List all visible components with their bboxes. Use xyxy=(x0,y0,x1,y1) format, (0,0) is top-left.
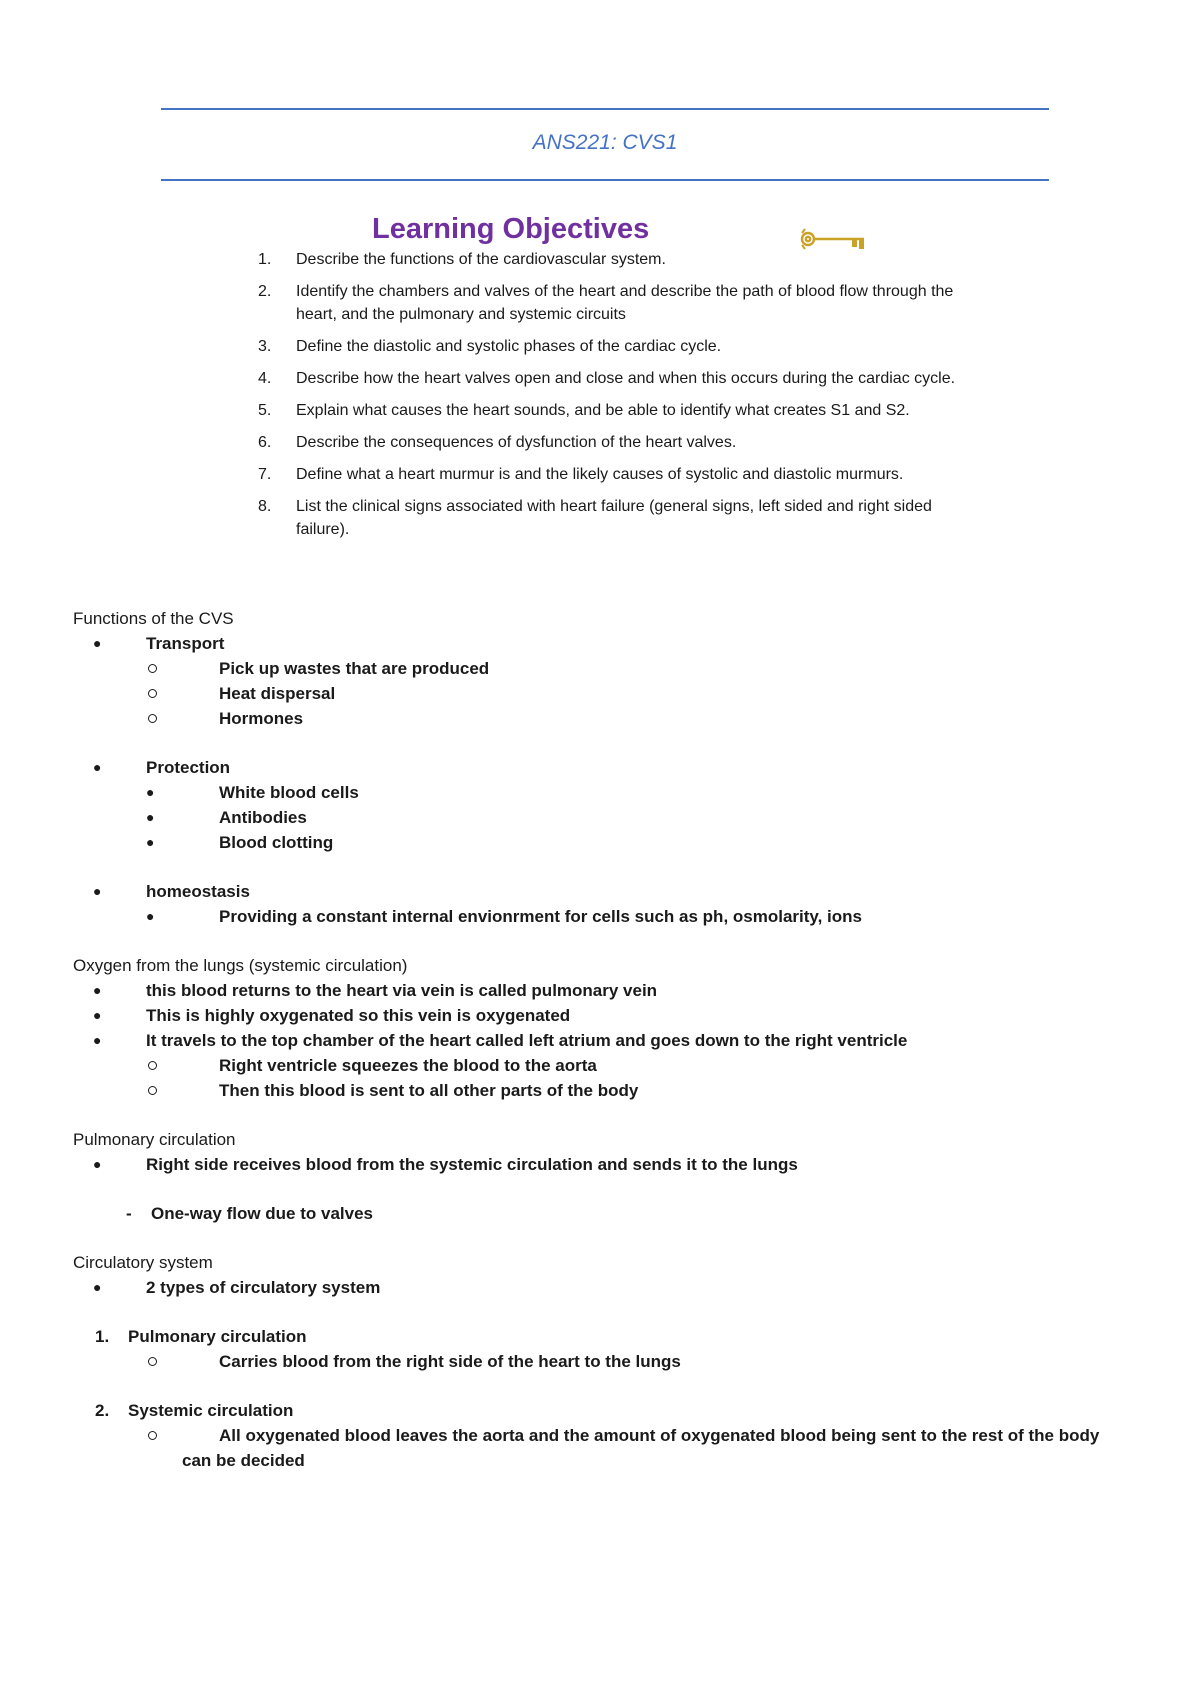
objective-item: 5. Explain what causes the heart sounds, and be able to identify what creates S1 and S2. xyxy=(258,402,910,419)
numbered-item: 1. Pulmonary circulation xyxy=(95,1327,307,1346)
bullet-item: ● This is highly oxygenated so this vein is oxygenated xyxy=(73,1003,1173,1028)
circle-bullet-icon xyxy=(148,1061,157,1070)
section-heading-pulmonary: Pulmonary circulation xyxy=(73,1130,236,1149)
bullet-item: ● Right side receives blood from the systemic circulation and sends it to the lungs xyxy=(73,1152,1173,1177)
circle-bullet-icon xyxy=(148,1431,157,1440)
bullet-icon: ● xyxy=(93,1279,102,1295)
objectives-list xyxy=(254,248,974,550)
learning-objectives-title: Learning Objectives xyxy=(372,213,650,245)
sub-bullet: Carries blood from the right side of the heart to the lungs xyxy=(73,1349,1173,1374)
objective-item: 8. List the clinical signs associated with heart failure (general signs, left sided and right sided failure). xyxy=(258,498,932,538)
dash-item: - One-way flow due to valves xyxy=(73,1201,1173,1226)
header-title: ANS221: CVS1 xyxy=(532,131,678,154)
section-heading-circulatory: Circulatory system xyxy=(73,1253,213,1272)
bullet-homeostasis: ● homeostasis xyxy=(73,879,1173,904)
circle-bullet-icon xyxy=(148,664,157,673)
sub-bullet: Then this blood is sent to all other parts of the body xyxy=(73,1078,1173,1103)
sub-bullet-continuation: can be decided xyxy=(182,1451,305,1470)
notes-body xyxy=(73,606,1173,1473)
bullet-item: ● It travels to the top chamber of the heart called left atrium and goes down to the right ventricle xyxy=(73,1028,1173,1053)
objective-item: 7. Define what a heart murmur is and the likely causes of systolic and diastolic murmurs. xyxy=(258,466,904,483)
bullet-transport: ● Transport xyxy=(73,631,1173,656)
bullet-icon: ● xyxy=(93,1007,102,1023)
bullet-icon: ● xyxy=(93,883,102,899)
sub-bullet: ● Blood clotting xyxy=(73,830,1173,855)
bullet-icon: ● xyxy=(146,784,155,800)
bullet-item: ● this blood returns to the heart via vein is called pulmonary vein xyxy=(73,978,1173,1003)
bullet-icon: ● xyxy=(93,1032,102,1048)
bullet-icon: ● xyxy=(93,982,102,998)
section-heading-functions: Functions of the CVS xyxy=(73,609,234,628)
bullet-icon: ● xyxy=(93,759,102,775)
bullet-icon: ● xyxy=(146,908,155,924)
sub-bullet: ● Antibodies xyxy=(73,805,1173,830)
sub-bullet: All oxygenated blood leaves the aorta and the amount of oxygenated blood being sent to the rest of the body xyxy=(73,1423,1173,1448)
objective-item: 3. Define the diastolic and systolic phases of the cardiac cycle. xyxy=(258,338,722,355)
bullet-icon: ● xyxy=(146,809,155,825)
header-rule-top xyxy=(161,108,1049,110)
sub-bullet: Hormones xyxy=(73,706,1173,731)
sub-bullet: Right ventricle squeezes the blood to the aorta xyxy=(73,1053,1173,1078)
sub-bullet: ● Providing a constant internal envionrment for cells such as ph, osmolarity, ions xyxy=(73,904,1173,929)
objective-item: 4. Describe how the heart valves open and close and when this occurs during the cardiac cycle. xyxy=(258,370,956,387)
circle-bullet-icon xyxy=(148,1357,157,1366)
numbered-item: 2. Systemic circulation xyxy=(95,1401,294,1420)
bullet-icon: ● xyxy=(146,834,155,850)
circle-bullet-icon xyxy=(148,1086,157,1095)
sub-bullet: ● White blood cells xyxy=(73,780,1173,805)
bullet-icon: ● xyxy=(93,1156,102,1172)
bullet-icon: ● xyxy=(93,635,102,651)
section-heading-oxygen: Oxygen from the lungs (systemic circulation) xyxy=(73,956,408,975)
bullet-item: ● 2 types of circulatory system xyxy=(73,1275,1173,1300)
objective-item: 6. Describe the consequences of dysfunction of the heart valves. xyxy=(258,434,737,451)
objective-item: 1. Describe the functions of the cardiovascular system. xyxy=(258,251,666,268)
circle-bullet-icon xyxy=(148,714,157,723)
header-rule-bottom xyxy=(161,179,1049,181)
circle-bullet-icon xyxy=(148,689,157,698)
bullet-protection: ● Protection xyxy=(73,755,1173,780)
objective-item: 2. Identify the chambers and valves of the heart and describe the path of blood flow through the heart, and the pulmonary and systemic circuits xyxy=(258,283,954,323)
sub-bullet: Heat dispersal xyxy=(73,681,1173,706)
dash-icon: - xyxy=(126,1204,132,1223)
sub-bullet: Pick up wastes that are produced xyxy=(73,656,1173,681)
